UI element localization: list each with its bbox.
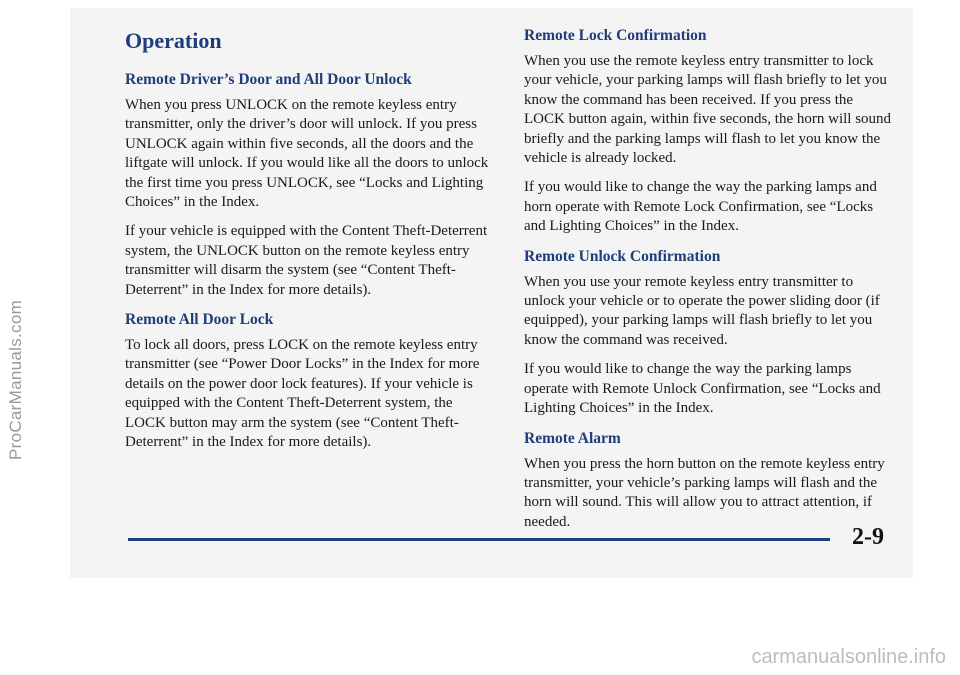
bottom-watermark: carmanualsonline.info [751,646,946,668]
paragraph: When you use the remote keyless entry transmitter to lock your vehicle, your parking lamps will flash briefly to let you know the command has been received. If you press the LOCK button again, within five seconds, the horn will sound briefly and the parking lamps will flash to let you know the vehicle is already locked. [524,53,892,167]
left-column [125,26,495,463]
paragraph: When you press the horn button on the remote keyless entry transmitter, your vehicle’s parking lamps will flash and the horn will sound. This will allow you to attract attention, if needed. [524,455,885,530]
section-heading: Remote Driver’s Door and All Door Unlock [125,71,412,88]
paragraph: If you would like to change the way the parking lamps operate with Remote Unlock Confirmation, see “Locks and Lighting Choices” in the Index. [524,361,881,417]
paragraph: When you press UNLOCK on the remote keyless entry transmitter, only the driver’s door will unlock. If you press UNLOCK again within five seconds, all the doors and the liftgate will unlock. If you would like all the doors to unlock the first time you press UNLOCK, see “Locks and Lighting Choices” in the Index. [125,97,489,211]
page-number: 2-9 [852,524,884,550]
paragraph: If your vehicle is equipped with the Content Theft-Deterrent system, the UNLOCK button on the remote keyless entry transmitter will disarm the system (see “Content Theft-Deterrent” in the Index for more details). [125,223,488,298]
footer-rule [128,538,830,541]
paragraph: When you use your remote keyless entry transmitter to unlock your vehicle or to operate the power sliding door (if equipped), your parking lamps will flash briefly to let you know the command was received. [524,273,880,348]
section-heading: Remote Unlock Confirmation [524,247,721,265]
section-heading: Remote All Door Lock [125,311,274,329]
section-heading: Remote Alarm [524,429,621,447]
paragraph: If you would like to change the way the parking lamps and horn operate with Remote Lock Confirmation, see “Locks and Lighting Choices” in the Index. [524,179,877,235]
paragraph: To lock all doors, press LOCK on the remote keyless entry transmitter (see “Power Door Locks” in the Index for more details on the power door lock features). If your vehicle is equipped with the Content Theft-Deterrent system, the LOCK button may arm the system (see “Content Theft-Deterrent” in the Index for more details). [125,337,480,451]
right-column [524,26,892,542]
section-heading: Remote Lock Confirmation [524,27,707,44]
page-title: Operation [125,28,222,53]
side-watermark: ProCarManuals.com [6,299,25,461]
